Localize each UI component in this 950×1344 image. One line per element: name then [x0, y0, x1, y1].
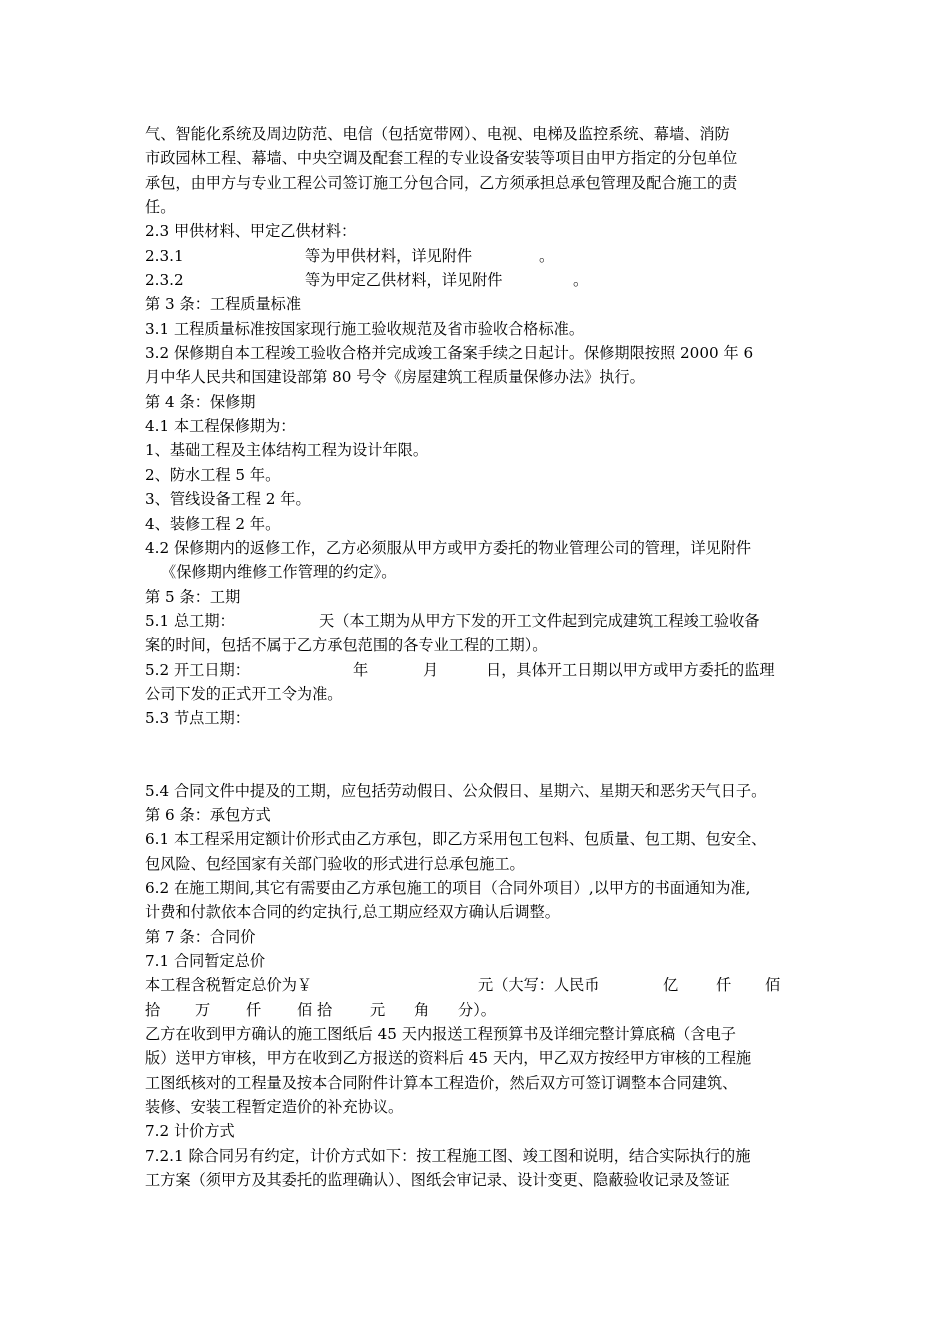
unit-label: 角: [414, 1000, 430, 1019]
unit-label: 仟: [246, 1000, 262, 1019]
clause-2-3-2: [145, 268, 825, 292]
text-line: 案的时间，包括不属于乙方承包范围的各专业工程的工期）。: [145, 636, 548, 655]
section-heading-7-1: 7.1 合同暂定总价: [145, 952, 266, 970]
list-item: 3、管线设备工程 2 年。: [145, 490, 311, 509]
text-line: 任。: [145, 198, 176, 217]
clause-label: 5.1 总工期：: [145, 611, 235, 630]
text-line: 工图纸核对的工程量及按本合同附件计算本工程造价，然后双方可签订调整本合同建筑、: [145, 1073, 738, 1092]
unit-label: 亿: [663, 976, 679, 995]
text-line: 7.2.1 除合同另有约定，计价方式如下：按工程施工图、竣工图和说明，结合实际执行的施: [145, 1146, 751, 1165]
text-line: 公司下发的正式开工令为准。: [145, 684, 343, 703]
unit-label: 佰 拾: [297, 1000, 333, 1019]
clause-text: 等为甲供材料，详见附件: [305, 246, 473, 265]
section-heading-2-3: 2.3 甲供材料、甲定乙供材料：: [145, 222, 357, 241]
section-heading-7-2: 7.2 计价方式: [145, 1122, 235, 1141]
text-line: 6.2 在施工期间,其它有需要由乙方承包施工的项目（合同外项目）,以甲方的书面通知为准,: [145, 878, 751, 897]
clause-5-3: 5.3 节点工期：: [145, 709, 250, 728]
clause-5-2: [145, 658, 825, 682]
article-heading-7: 第 7 条：合同价: [145, 927, 256, 946]
text-line: 月中华人民共和国建设部第 80 号令《房屋建筑工程质量保修办法》执行。: [145, 368, 645, 387]
article-heading-3: 第 3 条：工程质量标准: [145, 295, 302, 314]
unit-label: 分）。: [458, 1000, 496, 1019]
month-label: 月: [423, 660, 439, 679]
text-line: 版）送甲方审核，甲方在收到乙方报送的资料后 45 天内，甲乙双方按经甲方审核的工程施: [145, 1049, 752, 1068]
year-label: 年: [353, 660, 369, 679]
price-uppercase-label: 元（大写：人民币: [478, 976, 600, 995]
contract-price-line: [145, 973, 825, 997]
unit-label: 佰: [765, 976, 781, 995]
unit-label: 拾: [145, 1000, 161, 1019]
article-heading-6: 第 6 条：承包方式: [145, 805, 271, 824]
list-item: 2、防水工程 5 年。: [145, 465, 281, 484]
list-item: 4、装修工程 2 年。: [145, 514, 281, 533]
text-line: 3.2 保修期自本工程竣工验收合格并完成竣工备案手续之日起计。保修期限按照 2000 年 6: [145, 344, 754, 363]
blank-space: [145, 731, 825, 779]
text-line: 气、智能化系统及周边防范、电信（包括宽带网）、电视、电梯及监控系统、幕墙、消防: [145, 125, 730, 143]
clause-2-3-1: [145, 244, 825, 268]
text-line: 计费和付款依本合同的约定执行,总工期应经双方确认后调整。: [145, 903, 560, 922]
unit-label: 万: [195, 1000, 211, 1019]
text-line: 市政园林工程、幕墙、中央空调及配套工程的专业设备安装等项目由甲方指定的分包单位: [145, 149, 738, 168]
text-line: 工方案（须甲方及其委托的监理确认）、图纸会审记录、设计变更、隐蔽验收记录及签证: [145, 1171, 730, 1190]
document-body: [145, 122, 825, 1192]
clause-text: 日，具体开工日期以甲方或甲方委托的监理: [486, 660, 775, 679]
clause-5-1: [145, 609, 825, 633]
text-line: 承包，由甲方与专业工程公司签订施工分包合同，乙方须承担总承包管理及配合施工的责: [145, 173, 738, 192]
text-line: 5.4 合同文件中提及的工期，应包括劳动假日、公众假日、星期六、星期天和恶劣天气日子。: [145, 781, 767, 800]
clause-end: 。: [573, 271, 589, 290]
clause-end: 。: [539, 246, 555, 265]
text-line: 4.2 保修期内的返修工作，乙方必须服从甲方或甲方委托的物业管理公司的管理，详见附件: [145, 538, 752, 557]
text-line: 装修、安装工程暂定造价的补充协议。: [145, 1098, 404, 1117]
clause-text: 等为甲定乙供材料，详见附件: [305, 271, 503, 290]
text-line: 4.1 本工程保修期为：: [145, 417, 296, 436]
article-heading-5: 第 5 条：工期: [145, 587, 241, 606]
text-line: 乙方在收到甲方确认的施工图纸后 45 天内报送工程预算书及详细完整计算底稿（含电子: [145, 1025, 736, 1044]
contract-price-units-line: [145, 998, 825, 1022]
clause-text: 天（本工期为从甲方下发的开工文件起到完成建筑工程竣工验收备: [319, 611, 760, 630]
text-line: 包风险、包经国家有关部门验收的形式进行总承包施工。: [145, 854, 525, 873]
clause-number: 2.3.2: [145, 271, 184, 290]
clause-number: 2.3.1: [145, 246, 184, 265]
text-line: 6.1 本工程采用定额计价形式由乙方承包，即乙方采用包工包料、包质量、包工期、包安全、: [145, 830, 767, 849]
text-line: 3.1 工程质量标准按国家现行施工验收规范及省市验收合格标准。: [145, 319, 585, 338]
text-line: 《保修期内维修工作管理的约定》。: [161, 563, 397, 582]
article-heading-4: 第 4 条：保修期: [145, 392, 256, 411]
list-item: 1、基础工程及主体结构工程为设计年限。: [145, 441, 429, 460]
unit-label: 元: [370, 1000, 386, 1019]
price-label: 本工程含税暂定总价为￥: [145, 976, 313, 995]
unit-label: 仟: [716, 976, 732, 995]
clause-label: 5.2 开工日期：: [145, 660, 250, 679]
